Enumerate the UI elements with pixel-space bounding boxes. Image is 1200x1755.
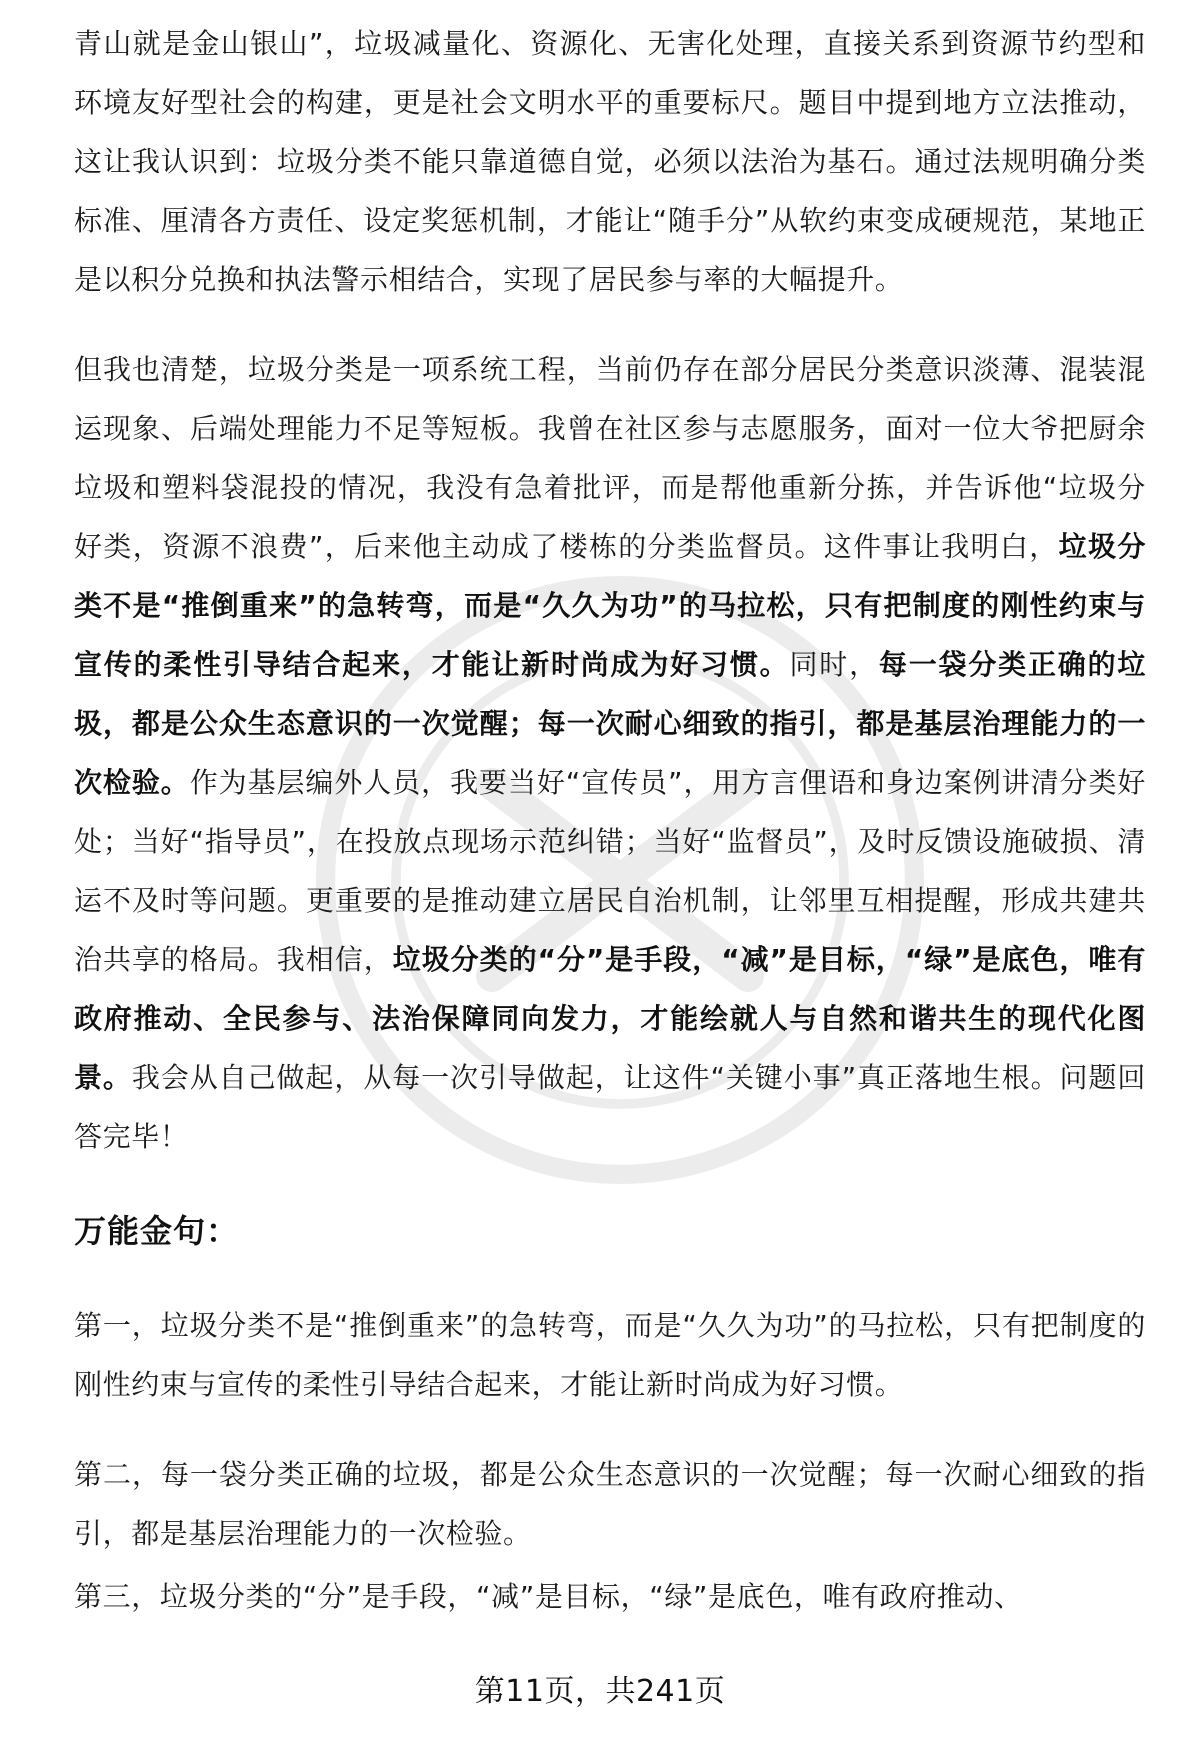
paragraph-spacer <box>74 1414 1146 1445</box>
paragraph-text: 我会从自己做起，从每一次引导做起，让这件“关键小事”真正落地生根。问题回答完毕！ <box>74 1061 1146 1153</box>
paragraph-spacer <box>74 1262 1146 1296</box>
paragraph-spacer <box>74 1166 1146 1200</box>
paragraph-law-basis: 青山就是金山银山”，垃圾减量化、资源化、无害化处理，直接关系到资源节约型和环境友好型社会的构建，更是社会文明水平的重要标尺。题目中提到地方立法推动，这让我认识到：垃圾分类不能只靠道德自觉，必须以法治为基石。通过法规明确分类标准、厘清各方责任、设定奖惩机制，才能让“随手分”从软约束变成硬规范，某地正是以积分兑换和执法警示相结合，实现了居民参与率的大幅提升。 <box>74 27 1146 296</box>
bold-highlight-marathon: 垃圾分类不是“推倒重来”的急转弯，而是“久久为功”的马拉松，只有把制度的刚性约束与宣传的柔性引导结合起来，才能让新时尚成为好习惯。 <box>74 530 1146 681</box>
paragraph-text: 同时， <box>789 648 879 681</box>
quote-third: 第三，垃圾分类的“分”是手段，“减”是目标，“绿”是底色，唯有政府推动、 <box>74 1580 1023 1613</box>
bold-highlight-awakening: 每一袋分类正确的垃圾，都是公众生态意识的一次觉醒；每一次耐心细致的指引，都是基层治理能力的一次检验。 <box>74 648 1146 799</box>
paragraph-text: 作为基层编外人员，我要当好“宣传员”，用方言俚语和身边案例讲清分类好处；当好“指导员”，在投放点现场示范纠错；当好“监督员”，及时反馈设施破损、清运不及时等问题。更重要的是推动建立居民自治机制，让邻里互相提醒，形成共建共治共享的格局。我相信， <box>74 766 1146 976</box>
page-number-footer: 第11页，共241页 <box>474 1674 726 1709</box>
paragraph-spacer <box>74 309 1146 340</box>
document-body <box>74 14 1146 1626</box>
section-heading: 万能金句： <box>74 1212 240 1250</box>
paragraph-system-project <box>74 340 1146 1166</box>
quote-second: 第二，每一袋分类正确的垃圾，都是公众生态意识的一次觉醒；每一次耐心细致的指引，都是基层治理能力的一次检验。 <box>74 1458 1146 1550</box>
bold-highlight-green: 垃圾分类的“分”是手段，“减”是目标，“绿”是底色，唯有政府推动、全民参与、法治保障同向发力，才能绘就人与自然和谐共生的现代化图景。 <box>74 943 1147 1094</box>
paragraph-text: 但我也清楚，垃圾分类是一项系统工程，当前仍存在部分居民分类意识淡薄、混装混运现象、后端处理能力不足等短板。我曾在社区参与志愿服务，面对一位大爷把厨余垃圾和塑料袋混投的情况，我没有急着批评，而是帮他重新分拣，并告诉他“垃圾分好类，资源不浪费”，后来他主动成了楼栋的分类监督员。这件事让我明白， <box>74 353 1146 563</box>
quote-first: 第一，垃圾分类不是“推倒重来”的急转弯，而是“久久为功”的马拉松，只有把制度的刚性约束与宣传的柔性引导结合起来，才能让新时尚成为好习惯。 <box>74 1309 1146 1401</box>
